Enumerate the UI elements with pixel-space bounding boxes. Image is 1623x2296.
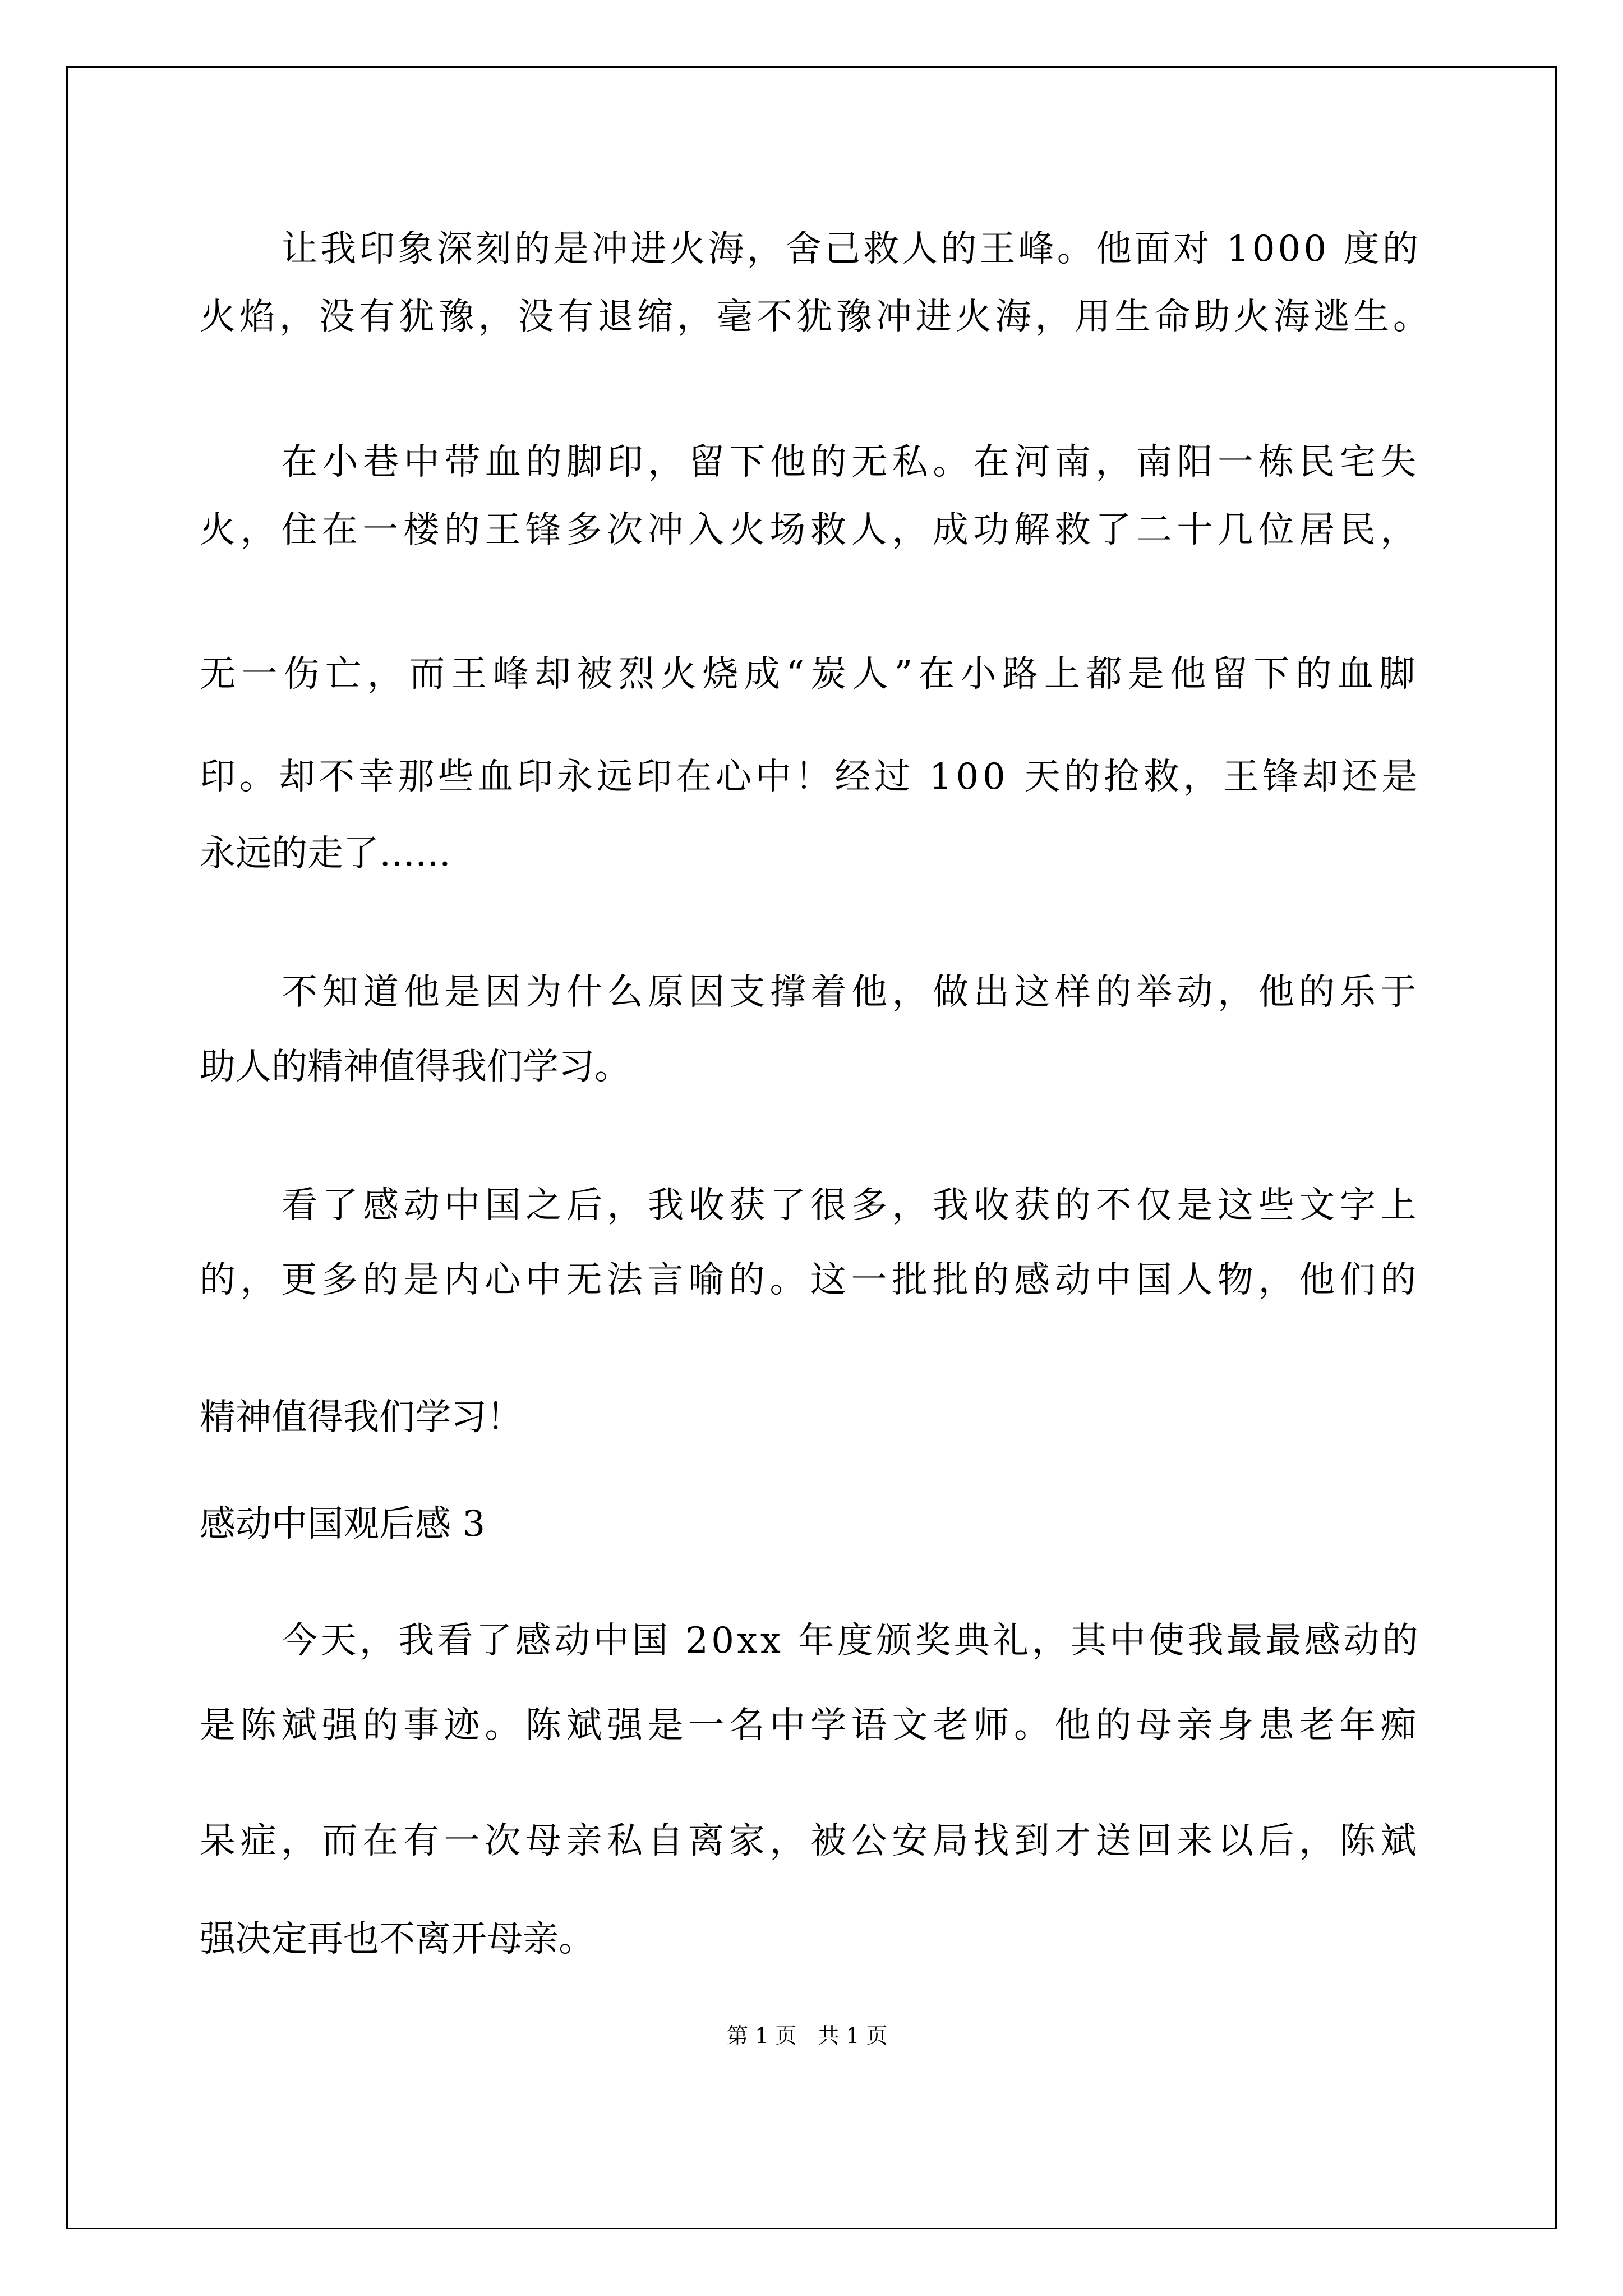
- paragraph-1-line-1: 让我印象深刻的是冲进火海，舍己救人的王峰。他面对 1000 度的: [282, 228, 1422, 270]
- section-heading: 感动中国观后感 3: [200, 1503, 486, 1545]
- paragraph-4-line-3: 精神值得我们学习！: [200, 1397, 523, 1438]
- paragraph-4-line-1: 看了感动中国之后，我收获了很多，我收获的不仅是这些文字上: [282, 1185, 1421, 1226]
- paragraph-1-line-2: 火焰，没有犹豫，没有退缩，毫不犹豫冲进火海，用生命助火海逃生。: [200, 296, 1433, 338]
- paragraph-2-line-4: 印。却不幸那些血印永远印在心中！经过 100 天的抢救，王锋却还是: [200, 756, 1422, 798]
- page-frame: [66, 66, 1557, 2229]
- paragraph-3-line-1: 不知道他是因为什么原因支撑着他，做出这样的举动，他的乐于: [282, 972, 1421, 1013]
- paragraph-5-line-3: 呆症，而在有一次母亲私自离家，被公安局找到才送回来以后，陈斌: [200, 1820, 1421, 1862]
- page-number-footer: 第 1 页 共 1 页: [727, 2023, 888, 2048]
- paragraph-3-line-2: 助人的精神值得我们学习。: [200, 1046, 630, 1088]
- paragraph-2-line-3: 无一伤亡，而王峰却被烈火烧成“炭人”在小路上都是他留下的血脚: [200, 654, 1422, 695]
- paragraph-5-line-4: 强决定再也不离开母亲。: [200, 1918, 594, 1960]
- paragraph-2-line-2: 火，住在一楼的王锋多次冲入火场救人，成功解救了二十几位居民，: [200, 509, 1421, 551]
- paragraph-5-line-1: 今天，我看了感动中国 20xx 年度颁奖典礼，其中使我最最感动的: [282, 1620, 1422, 1662]
- paragraph-2-line-1: 在小巷中带血的脚印，留下他的无私。在河南，南阳一栋民宅失: [282, 441, 1421, 483]
- paragraph-5-line-2: 是陈斌强的事迹。陈斌强是一名中学语文老师。他的母亲身患老年痴: [200, 1705, 1421, 1746]
- paragraph-4-line-2: 的，更多的是内心中无法言喻的。这一批批的感动中国人物，他们的: [200, 1259, 1421, 1301]
- paragraph-2-line-5: 永远的走了……: [200, 833, 451, 875]
